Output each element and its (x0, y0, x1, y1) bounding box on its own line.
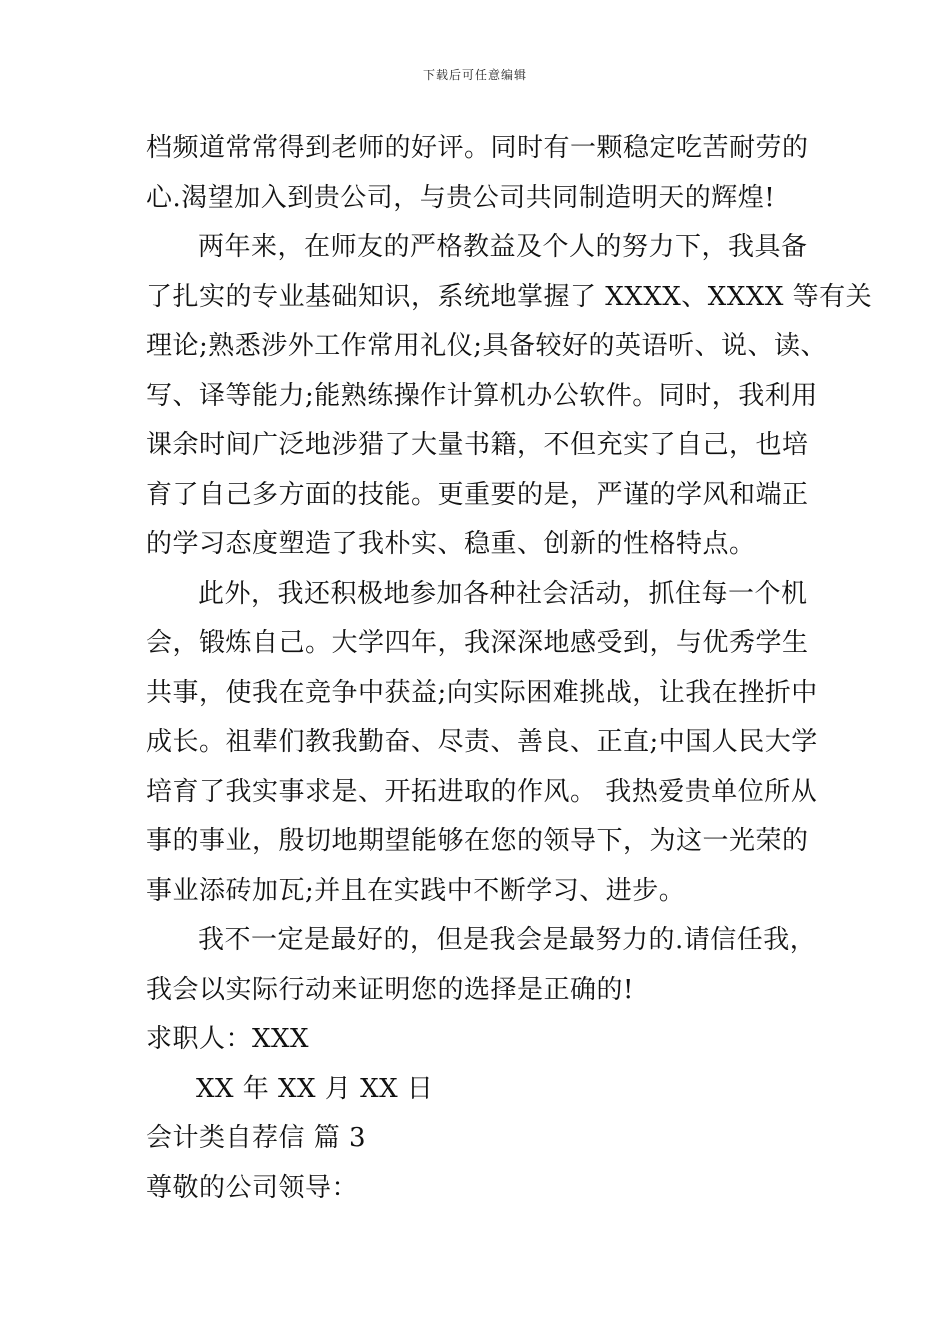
text-line: 育了自己多方面的技能。更重要的是，严谨的学风和端正 (146, 479, 809, 510)
text-line: 理论;熟悉涉外工作常用礼仪;具备较好的英语听、说、读、 (146, 331, 828, 361)
text-line: 事的事业，殷切地期望能够在您的领导下，为这一光荣的 (146, 826, 809, 856)
text-line: 的学习态度塑造了我朴实、稳重、创新的性格特点。 (146, 529, 756, 559)
signature-date: XX 年 XX 月 XX 日 (196, 1073, 434, 1104)
document-body (146, 124, 873, 1213)
text-line: 档频道常常得到老师的好评。同时有一颗稳定吃苦耐劳的 (146, 133, 809, 163)
text-line: 课余时间广泛地涉猎了大量书籍，不但充实了自己，也培 (146, 430, 809, 460)
text-line: 我不一定是最好的，但是我会是最努力的.请信任我， (198, 925, 817, 955)
text-line: 心.渴望加入到贵公司，与贵公司共同制造明天的辉煌! (146, 182, 776, 213)
text-line: 两年来，在师友的严格教益及个人的努力下，我具备 (198, 232, 808, 262)
section-title: 会计类自荐信 篇 3 (146, 1123, 367, 1153)
page-header: 下载后可任意编辑 (422, 68, 527, 82)
salutation: 尊敬的公司领导： (146, 1172, 359, 1203)
text-line: 我会以实际行动来证明您的选择是正确的! (146, 974, 634, 1005)
text-line: 培育了我实事求是、开拓进取的作风。 我热爱贵单位所从 (146, 776, 818, 807)
text-line: 写、译等能力;能熟练操作计算机办公软件。同时，我利用 (146, 380, 818, 411)
text-line: 事业添砖加瓦;并且在实践中不断学习、进步。 (146, 875, 686, 906)
text-line: 会，锻炼自己。大学四年，我深深地感受到，与优秀学生 (146, 628, 809, 658)
text-line: 此外，我还积极地参加各种社会活动，抓住每一个机 (198, 578, 808, 609)
text-line: 了扎实的专业基础知识，系统地掌握了 XXXX、XXXX 等有关 (146, 281, 873, 312)
text-line: 共事，使我在竞争中获益;向实际困难挑战，让我在挫折中 (146, 677, 818, 708)
signature-applicant: 求职人：XXX (146, 1024, 310, 1054)
text-line: 成长。祖辈们教我勤奋、尽责、善良、正直;中国人民大学 (146, 727, 818, 757)
